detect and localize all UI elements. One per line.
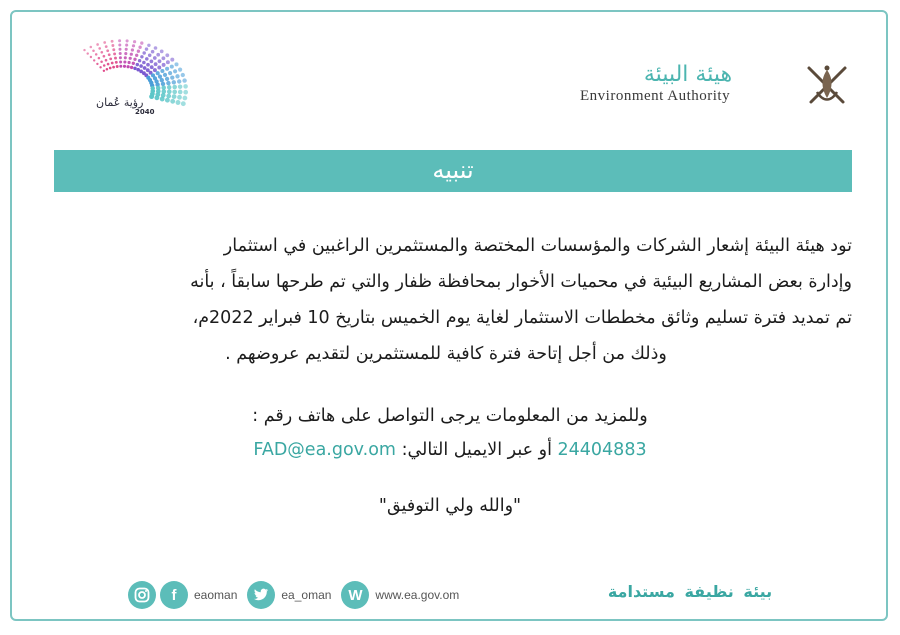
logo-dot: [124, 52, 127, 55]
closing-phrase: "والله ولي التوفيق": [378, 496, 522, 516]
logo-dot: [136, 63, 139, 66]
logo-dot: [142, 51, 145, 54]
logo-dot: [183, 90, 188, 95]
logo-dot: [183, 84, 188, 89]
vision-logo-year: 2040: [135, 108, 155, 116]
logo-dot: [90, 56, 92, 58]
logo-dot: [126, 39, 129, 42]
body-line: وإدارة بعض المشاريع البيئية في محميات الأخوار بمحافظة ظفار والتي تم طرحها سابقاً ، بأنه: [190, 272, 852, 292]
logo-dot: [145, 57, 149, 61]
logo-dot: [165, 77, 169, 81]
logo-dot: [178, 68, 182, 72]
logo-dot: [119, 48, 122, 51]
logo-dot: [146, 63, 150, 67]
logo-dot: [92, 49, 95, 52]
logo-dot: [103, 70, 105, 72]
contact-section: [120, 399, 780, 467]
logo-dot: [98, 57, 101, 60]
logo-dot: [140, 55, 143, 58]
oman-emblem-icon: [803, 62, 851, 108]
facebook-icon[interactable]: f: [160, 581, 188, 609]
logo-dot: [131, 48, 134, 51]
authority-name-arabic: هيئة البيئة: [643, 62, 733, 87]
logo-dot: [178, 90, 183, 95]
logo-dot: [133, 40, 136, 43]
facebook-handle[interactable]: eaoman: [194, 588, 238, 602]
email-prefix: أو عبر الايميل التالي:: [401, 440, 552, 460]
logo-dot: [165, 98, 170, 103]
logo-dot: [95, 53, 98, 56]
logo-dot: [154, 62, 158, 66]
logo-dot: [163, 73, 167, 77]
logo-dot: [158, 75, 162, 79]
logo-dot: [111, 62, 114, 65]
logo-dot: [167, 89, 172, 94]
logo-dot: [103, 41, 106, 44]
logo-dot: [160, 78, 164, 82]
logo-dot: [133, 58, 136, 61]
vision-logo-text: رؤية عُمان: [96, 96, 144, 109]
contact-details: [120, 433, 780, 467]
logo-dot: [157, 66, 161, 70]
logo-dot: [118, 44, 121, 47]
logo-dot: [105, 45, 108, 48]
logo-dot: [140, 41, 143, 44]
logo-dot: [177, 95, 182, 100]
logo-dot: [109, 67, 112, 70]
logo-dot: [98, 47, 101, 50]
logo-dot: [83, 49, 85, 51]
logo-dot: [111, 40, 114, 43]
logo-dot: [183, 96, 188, 101]
logo-dot: [119, 61, 122, 64]
logo-dot: [147, 44, 150, 47]
logo-dot: [100, 61, 103, 64]
logo-dot: [123, 60, 126, 63]
logo-dot: [96, 43, 99, 46]
logo-dot: [116, 65, 119, 68]
logo-dot: [153, 56, 157, 60]
phone-number[interactable]: 24404883: [557, 440, 647, 460]
logo-dot: [154, 95, 159, 100]
logo-dot: [181, 101, 186, 106]
logo-dot: [172, 80, 176, 84]
logo-dot: [130, 53, 133, 56]
logo-dot: [160, 69, 164, 73]
logo-dot: [100, 51, 103, 54]
logo-dot: [139, 64, 143, 68]
logo-dot: [135, 54, 138, 57]
logo-dot: [137, 50, 140, 53]
body-line: وذلك من أجل إتاحة فترة كافية للمستثمرين لتقديم عروضهم .: [225, 344, 667, 364]
logo-dot: [172, 90, 177, 95]
logo-dot: [176, 100, 181, 105]
instagram-icon[interactable]: [128, 581, 156, 609]
logo-dot: [111, 44, 114, 47]
logo-dot: [115, 61, 118, 64]
logo-dot: [108, 53, 111, 56]
logo-dot: [160, 97, 165, 102]
logo-dot: [112, 66, 115, 69]
logo-dot: [151, 50, 155, 54]
logo-dot: [138, 46, 141, 49]
logo-dot: [106, 49, 109, 52]
logo-dot: [177, 79, 181, 83]
logo-dot: [129, 57, 132, 60]
logo-dot: [166, 81, 170, 85]
logo-dot: [125, 48, 128, 51]
logo-dot: [168, 71, 172, 75]
logo-dot: [172, 85, 177, 90]
slogan: بيئة نظيفة مستدامة: [607, 582, 773, 601]
logo-dot: [96, 63, 98, 65]
logo-dot: [103, 55, 106, 58]
logo-dot: [143, 66, 147, 70]
notice-title: تنبيه: [432, 156, 474, 184]
logo-dot: [93, 59, 95, 61]
logo-dot: [165, 53, 169, 57]
logo-dot: [178, 84, 183, 89]
website-icon[interactable]: W: [341, 581, 369, 609]
logo-dot: [174, 62, 178, 66]
twitter-handle[interactable]: ea_oman: [281, 588, 332, 602]
logo-dot: [154, 46, 158, 50]
logo-dot: [161, 56, 165, 60]
logo-dot: [114, 57, 117, 60]
twitter-icon[interactable]: [247, 581, 275, 609]
logo-dot: [167, 85, 172, 90]
logo-dot: [165, 67, 169, 71]
logo-dot: [172, 94, 177, 99]
contact-intro: وللمزيد من المعلومات يرجى التواصل على هاتف رقم :: [252, 406, 648, 426]
body-line: تم تمديد فترة تسليم وثائق مخططات الاستثمار لغاية يوم الخميس بتاريخ 10 فبراير 2022م،: [192, 308, 852, 328]
logo-dot: [158, 59, 162, 63]
logo-dot: [90, 46, 93, 49]
logo-dot: [150, 60, 154, 64]
logo-dot: [118, 39, 121, 42]
logo-dot: [106, 68, 109, 71]
body-line: تود هيئة البيئة إشعار الشركات والمؤسسات المختصة والمستثمرين الراغبين في استثمار: [223, 236, 852, 256]
logo-dot: [170, 75, 174, 79]
logo-dot: [113, 52, 116, 55]
logo-dot: [127, 61, 130, 64]
logo-dot: [161, 82, 165, 86]
logo-dot: [119, 56, 122, 59]
logo-dot: [156, 71, 160, 75]
logo-dot: [138, 59, 141, 62]
logo-dot: [123, 65, 126, 68]
notice-body: [40, 228, 852, 372]
logo-dot: [130, 66, 133, 69]
logo-dot: [162, 63, 166, 67]
logo-dot: [103, 64, 106, 67]
title-banner: [54, 150, 852, 192]
logo-dot: [132, 62, 135, 65]
logo-dot: [170, 58, 174, 62]
logo-dot: [181, 73, 185, 77]
logo-dot: [150, 65, 154, 69]
logo-dot: [166, 94, 171, 99]
logo-dot: [160, 50, 164, 54]
logo-dot: [156, 53, 160, 57]
logo-dot: [148, 54, 152, 58]
logo-dot: [182, 78, 186, 82]
logo-dot: [112, 48, 115, 51]
logo-dot: [145, 47, 148, 50]
logo-dot: [132, 44, 135, 47]
logo-dot: [124, 56, 127, 59]
logo-dot: [109, 58, 112, 61]
logo-dot: [142, 61, 146, 65]
logo-dot: [87, 52, 89, 54]
logo-dot: [133, 67, 136, 70]
logo-dot: [99, 66, 101, 68]
logo-dot: [170, 99, 175, 104]
website-link[interactable]: www.ea.gov.om: [375, 588, 460, 602]
email-link[interactable]: FAD@ea.gov.om: [253, 440, 396, 460]
logo-dot: [126, 65, 129, 68]
logo-dot: [119, 65, 122, 68]
logo-dot: [153, 68, 157, 72]
social-links: [128, 580, 469, 610]
logo-dot: [125, 44, 128, 47]
authority-name-english: Environment Authority: [580, 88, 731, 104]
logo-dot: [166, 60, 170, 64]
logo-dot: [175, 74, 179, 78]
logo-dot: [105, 59, 108, 62]
logo-dot: [107, 63, 110, 66]
logo-dot: [173, 69, 177, 73]
logo-dot: [170, 65, 174, 69]
logo-dot: [149, 94, 154, 99]
logo-dot: [119, 52, 122, 55]
